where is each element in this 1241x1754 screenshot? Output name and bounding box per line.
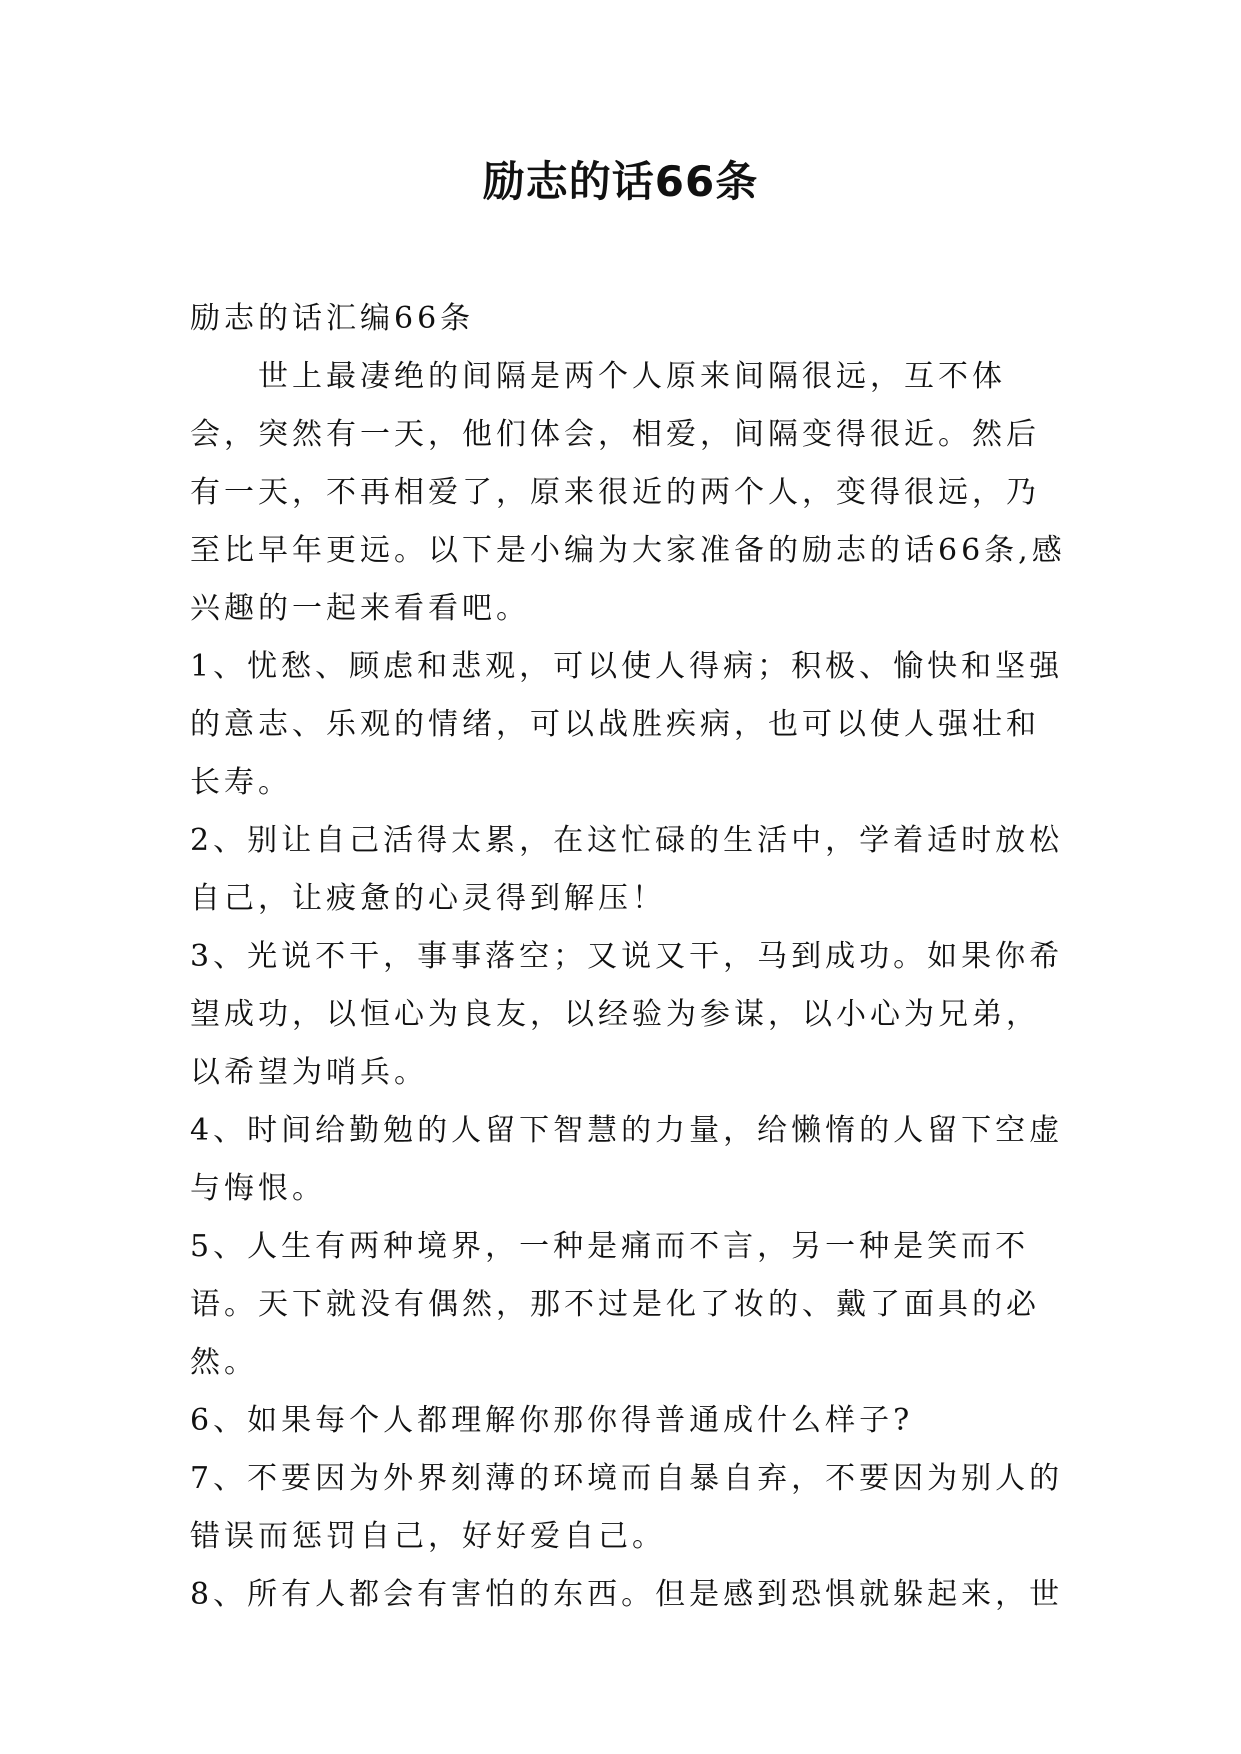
list-item-2: 2、别让自己活得太累，在这忙碌的生活中，学着适时放松自己，让疲惫的心灵得到解压！ [190,823,1064,916]
document-body [190,290,1070,1624]
intro-paragraph: 世上最凄绝的间隔是两个人原来间隔很远，互不体会，突然有一天，他们体会，相爱，间隔变得很近。然后有一天，不再相爱了，原来很近的两个人，变得很远，乃至比早年更远。以下是小编为大家准备的励志的话66条,感兴趣的一起来看看吧。 [190,359,1066,626]
document-subtitle: 励志的话汇编66条 [190,301,475,336]
list-item-8: 8、所有人都会有害怕的东西。但是感到恐惧就躲起来，世 [190,1577,1064,1612]
list-item-6: 6、如果每个人都理解你那你得普通成什么样子? [190,1403,914,1438]
document-title: 励志的话66条 [482,157,759,206]
list-item-4: 4、时间给勤勉的人留下智慧的力量，给懒惰的人留下空虚与悔恨。 [190,1113,1064,1206]
list-item-5: 5、人生有两种境界，一种是痛而不言，另一种是笑而不语。天下就没有偶然，那不过是化了妆的、戴了面具的必然。 [190,1229,1040,1380]
list-item-7: 7、不要因为外界刻薄的环境而自暴自弃，不要因为别人的错误而惩罚自己，好好爱自己。 [190,1461,1064,1554]
list-item-3: 3、光说不干，事事落空；又说又干，马到成功。如果你希望成功，以恒心为良友，以经验为参谋，以小心为兄弟，以希望为哨兵。 [190,939,1064,1090]
list-item-1: 1、忧愁、顾虑和悲观，可以使人得病；积极、愉快和坚强的意志、乐观的情绪，可以战胜疾病，也可以使人强壮和长寿。 [190,649,1064,800]
